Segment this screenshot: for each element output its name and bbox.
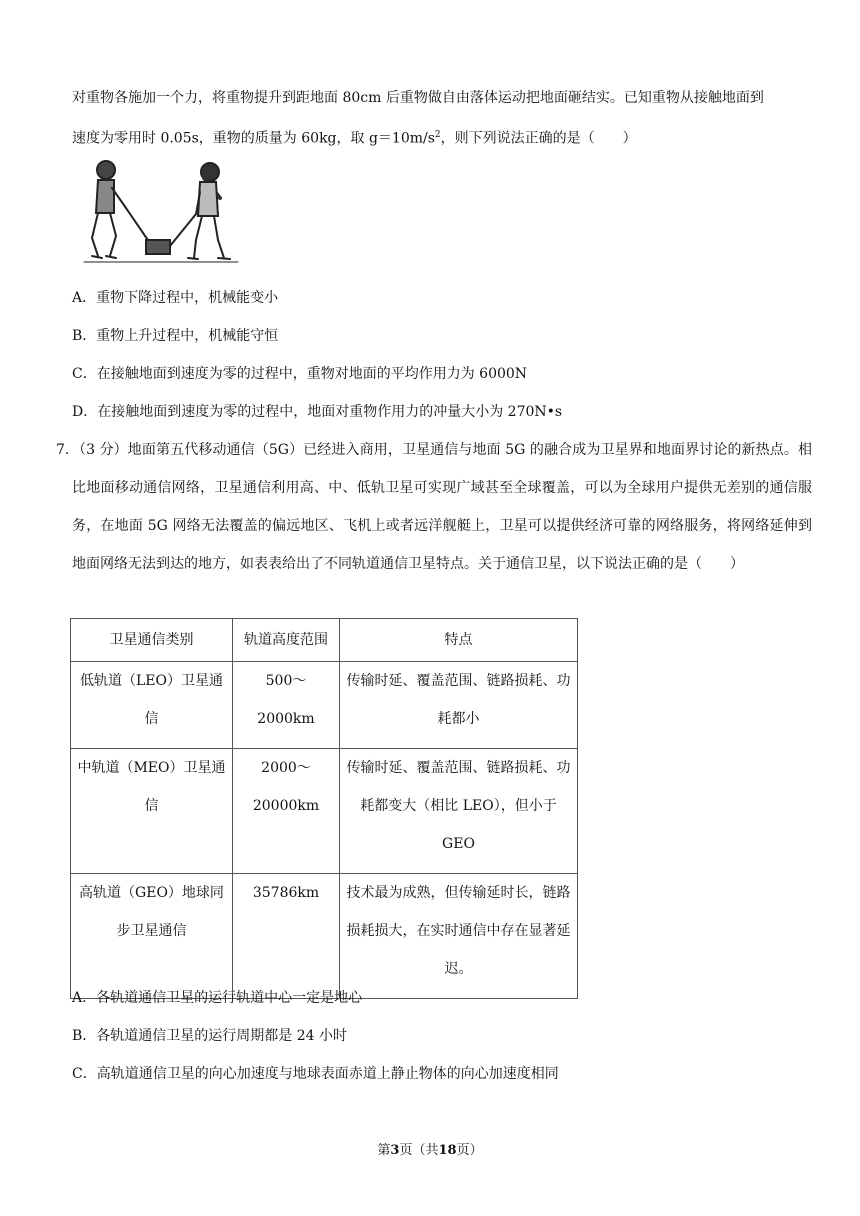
table-cell: 500～2000km xyxy=(233,662,340,749)
table-cell: 技术最为成熟，但传输延时长，链路损耗损大，在实时通信中存在显著延迟。 xyxy=(340,874,578,999)
table-cell: 35786km xyxy=(233,874,340,999)
total-pages: 18 xyxy=(438,1143,457,1158)
exponent: 2 xyxy=(434,130,441,140)
page-footer xyxy=(0,1139,860,1158)
intro-line-2 xyxy=(72,125,637,149)
table-row xyxy=(71,662,578,749)
footer-text: 页） xyxy=(456,1143,483,1158)
header-features: 特点 xyxy=(340,619,578,662)
satellite-table xyxy=(70,618,578,999)
table-cell: 低轨道（LEO）卫星通信 xyxy=(71,662,233,749)
q6-option-c: C．在接触地面到速度为零的过程中，重物对地面的平均作用力为 6000N xyxy=(72,366,528,382)
table-header-row xyxy=(71,619,578,662)
footer-text: 第 xyxy=(377,1143,391,1158)
intro-line-2-tail: ，则下列说法正确的是（ ） xyxy=(440,130,637,147)
table-row xyxy=(71,874,578,999)
q6-option-b: B．重物上升过程中，机械能守恒 xyxy=(72,328,279,344)
q7-option-b: B．各轨道通信卫星的运行周期都是 24 小时 xyxy=(72,1028,348,1044)
q6-option-a: A．重物下降过程中，机械能变小 xyxy=(72,290,279,306)
question-7-number: 7. xyxy=(56,442,70,458)
table-cell: 2000～20000km xyxy=(233,749,340,874)
figure-svg xyxy=(80,158,242,270)
intro-line-2-text: 速度为零用时 0.05s，重物的质量为 60kg，取 g＝10m/s xyxy=(72,130,435,147)
footer-text: 页（共 xyxy=(399,1143,439,1158)
q7-option-c: C．高轨道通信卫星的向心加速度与地球表面赤道上静止物体的向心加速度相同 xyxy=(72,1066,559,1082)
page-number: 3 xyxy=(390,1143,400,1158)
table-cell: 传输时延、覆盖范围、链路损耗、功耗都变大（相比 LEO），但小于 GEO xyxy=(340,749,578,874)
table-row xyxy=(71,749,578,874)
table-cell: 高轨道（GEO）地球同步卫星通信 xyxy=(71,874,233,999)
people-lifting-weight-illustration xyxy=(80,158,242,270)
table-cell: 传输时延、覆盖范围、链路损耗、功耗都小 xyxy=(340,662,578,749)
header-category: 卫星通信类别 xyxy=(71,619,233,662)
q7-option-a: A．各轨道通信卫星的运行轨道中心一定是地心 xyxy=(72,990,363,1006)
q6-option-d: D．在接触地面到速度为零的过程中，地面对重物作用力的冲量大小为 270N•s xyxy=(72,404,563,420)
question-7-stem: （3 分）地面第五代移动通信（5G）已经进入商用，卫星通信与地面 5G 的融合成为卫星界和地面界讨论的新热点。相比地面移动通信网络，卫星通信利用高、中、低轨卫星可实现广域甚至全球覆盖，可以为全球用户提供无差别的通信服务，在地面 5G 网络无法覆盖的偏远地区、飞机上或者远洋舰艇上，卫星可以提供经济可靠的网络服务，将网络延伸到地面网络无法到达的地方，如表表给出了不同轨道通信卫星特点。关于通信卫星，以下说法正确的是（ ） xyxy=(72,442,812,572)
table-cell: 中轨道（MEO）卫星通信 xyxy=(71,749,233,874)
header-altitude: 轨道高度范围 xyxy=(233,619,340,662)
intro-line-1: 对重物各施加一个力，将重物提升到距地面 80cm 后重物做自由落体运动把地面砸结实。已知重物从接触地面到 xyxy=(72,90,764,106)
